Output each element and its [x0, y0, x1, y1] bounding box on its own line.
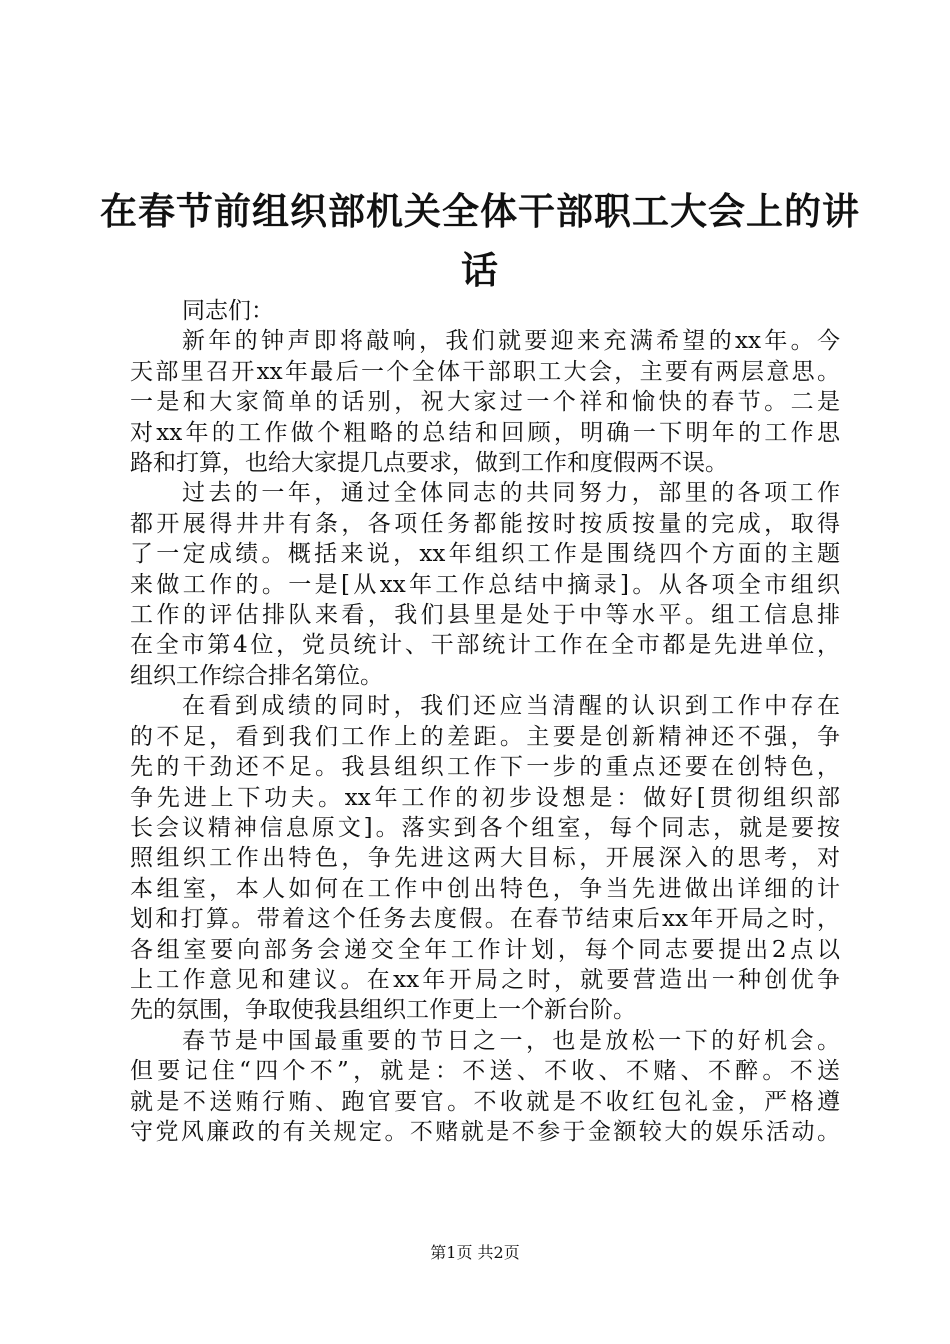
paragraph-line: 组织工作综合排名第位。: [130, 662, 383, 689]
paragraph-line: 新年的钟声即将敲响，我们就要迎来充满希望的xx年。今: [182, 328, 840, 355]
paragraph-line: 先的干劲还不足。我县组织工作下一步的重点还要在创特色，: [130, 754, 840, 781]
paragraph-line: 路和打算，也给大家提几点要求，做到工作和度假两不误。: [130, 450, 728, 477]
paragraph-line: 工作的评估排队来看，我们县里是处于中等水平。组工信息排: [130, 602, 840, 629]
paragraph-line: 就是不送贿行贿、跑官要官。不收就是不收红包礼金，严格遵: [130, 1088, 840, 1115]
paragraph-line: 照组织工作出特色，争先进这两大目标，开展深入的思考，对: [130, 845, 840, 872]
document-title-line-2: 话: [461, 248, 499, 292]
paragraph-line: 本组室，本人如何在工作中创出特色，争当先进做出详细的计: [130, 875, 840, 902]
paragraph-line: 过去的一年，通过全体同志的共同努力，部里的各项工作: [182, 480, 840, 507]
paragraph-line: 上工作意见和建议。在xx年开局之时，就要营造出一种创优争: [130, 966, 840, 993]
paragraph-line: 一是和大家简单的话别，祝大家过一个祥和愉快的春节。二是: [130, 389, 840, 416]
document-body: [130, 296, 840, 1147]
paragraph-line: 天部里召开xx年最后一个全体干部职工大会，主要有两层意思。: [130, 358, 840, 385]
paragraph: [130, 326, 840, 478]
paragraph: [130, 478, 840, 691]
paragraph-line: 来做工作的。一是[从xx年工作总结中摘录]。从各项全市组织: [130, 571, 840, 598]
paragraph-line: 划和打算。带着这个任务去度假。在春节结束后xx年开局之时，: [130, 906, 840, 933]
paragraph-line: 争先进上下功夫。xx年工作的初步设想是：做好[贯彻组织部: [130, 784, 840, 811]
paragraph-line: 的不足，看到我们工作上的差距。主要是创新精神还不强，争: [130, 723, 840, 750]
document-title-line-1: 在春节前组织部机关全体干部职工大会上的讲: [100, 189, 860, 233]
paragraph-line: 了一定成绩。概括来说，xx年组织工作是围绕四个方面的主题: [130, 541, 840, 568]
paragraph-line: 对xx年的工作做个粗略的总结和回顾，明确一下明年的工作思: [130, 419, 840, 446]
paragraph-line: 守党风廉政的有关规定。不赌就是不参于金额较大的娱乐活动。: [130, 1118, 840, 1145]
paragraph: [130, 1026, 840, 1148]
paragraph-line: 都开展得井井有条，各项任务都能按时按质按量的完成，取得: [130, 510, 840, 537]
paragraph-line: 在全市第4位，党员统计、干部统计工作在全市都是先进单位，: [130, 632, 840, 659]
paragraph-line: 长会议精神信息原文]。落实到各个组室，每个同志，就是要按: [130, 814, 840, 841]
paragraph-line: 春节是中国最重要的节日之一，也是放松一下的好机会。: [182, 1027, 840, 1054]
greeting: 同志们：: [182, 298, 274, 324]
paragraph-line: 各组室要向部务会递交全年工作计划，每个同志要提出2点以: [130, 936, 840, 963]
paragraph-line: 先的氛围，争取使我县组织工作更上一个新台阶。: [130, 997, 636, 1024]
paragraph-line: 但要记住“四个不”，就是：不送、不收、不赌、不醉。不送: [130, 1058, 840, 1085]
page-number-footer: 第1页 共2页: [430, 1243, 520, 1262]
paragraph-line: 在看到成绩的同时，我们还应当清醒的认识到工作中存在: [182, 693, 840, 720]
paragraph: [130, 691, 840, 1025]
